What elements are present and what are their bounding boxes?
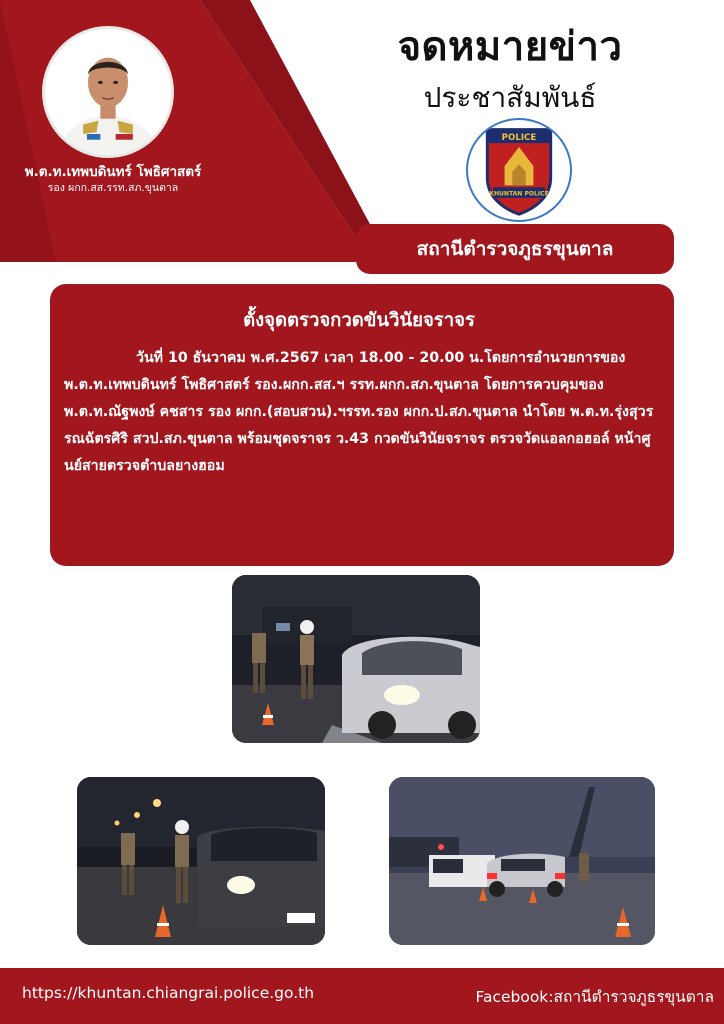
news-content-box bbox=[50, 284, 674, 566]
badge-bottom-text: KHUNTAN POLICE bbox=[489, 190, 549, 198]
news-body: วันที่ 10 ธันวาคม พ.ศ.2567 เวลา 18.00 - 20.00 น.โดยการอำนวยการของ พ.ต.ท.เทพบดินทร์ โพธิศาสตร์ รอง.ผกก.สส.ฯ รรท.ผกก.สภ.ขุนตาล โดยการควบคุมของ พ.ต.ท.ณัฐพงษ์ คชสาร รอง ผกก.(สอบสวน).ฯรรท.รอง ผกก.ป.สภ.ขุนตาล นำโดย พ.ต.ท.รุ่งสุวรรณฉัตรศิริ สวป.สภ.ขุนตาล พร้อมชุดจราจร ว.43 กวดขันวินัยจราจร ตรวจวัดแอลกอฮอล์ หน้าศูนย์สายตรวจตำบลยางฮอม bbox=[64, 350, 654, 474]
checkpoint-photo-1 bbox=[232, 575, 480, 743]
badge-top-text: POLICE bbox=[501, 133, 537, 144]
station-name-banner: สถานีตำรวจภูธรขุนตาล bbox=[356, 224, 674, 274]
news-title: ตั้งจุดตรวจกวดขันวินัยจราจร bbox=[243, 310, 475, 331]
facebook-link[interactable]: Facebook:สถานีตำรวจภูธรขุนตาล bbox=[475, 988, 714, 1006]
officer-portrait-icon bbox=[45, 29, 171, 155]
footer-bar bbox=[0, 968, 724, 1024]
checkpoint-photo-3 bbox=[389, 777, 655, 945]
photo-scene-icon bbox=[389, 777, 655, 945]
officer-position: รอง ผกก.สส.รรท.สภ.ขุนตาล bbox=[47, 182, 179, 194]
newsletter-headline: จดหมายข่าว bbox=[397, 24, 623, 70]
photo-scene-icon bbox=[232, 575, 480, 743]
newsletter-subheadline: ประชาสัมพันธ์ bbox=[423, 81, 597, 114]
website-link[interactable]: https://khuntan.chiangrai.police.go.th bbox=[22, 984, 315, 1002]
police-badge-icon bbox=[468, 120, 570, 220]
officer-portrait bbox=[42, 26, 174, 158]
photo-scene-icon bbox=[77, 777, 325, 945]
checkpoint-photo-2 bbox=[77, 777, 325, 945]
officer-name: พ.ต.ท.เทพบดินทร์ โพธิศาสตร์ bbox=[24, 164, 202, 180]
police-badge-logo bbox=[466, 118, 572, 222]
